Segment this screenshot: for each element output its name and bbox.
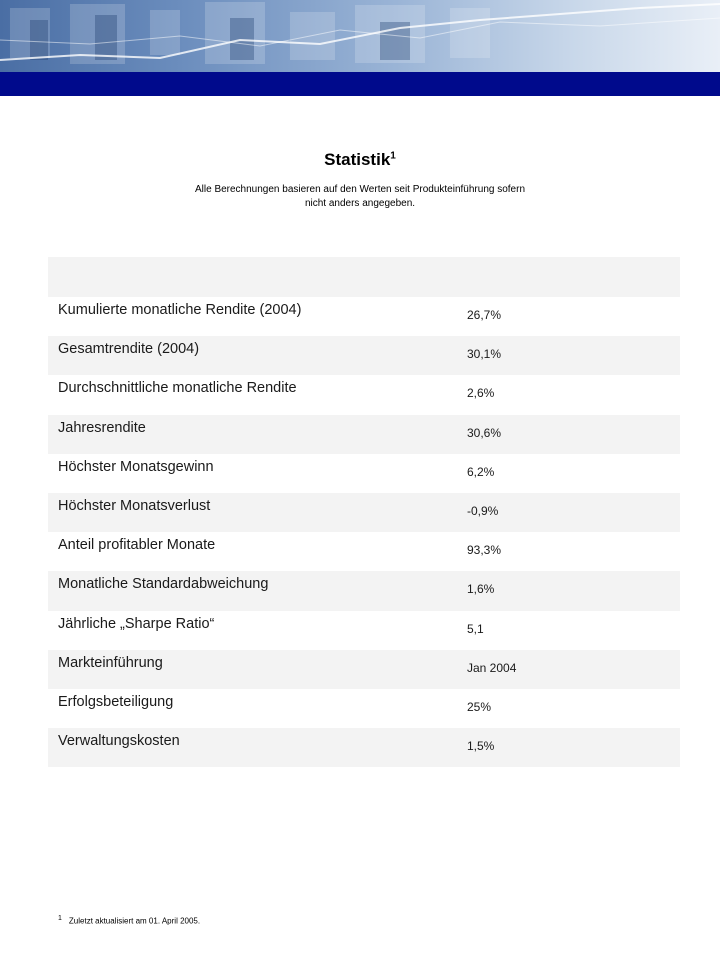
row-value: 30,6% bbox=[467, 425, 502, 440]
footnote-text: Zuletzt aktualisiert am 01. April 2005. bbox=[68, 916, 201, 926]
header-color-bar bbox=[0, 72, 720, 96]
row-value: 1,6% bbox=[467, 582, 495, 597]
row-label: Jahresrendite bbox=[58, 419, 146, 436]
row-label: Anteil profitabler Monate bbox=[58, 537, 216, 554]
row-value: 93,3% bbox=[467, 543, 502, 558]
row-label: Kumulierte monatliche Rendite (2004) bbox=[58, 302, 302, 318]
statistics-table bbox=[48, 257, 680, 767]
table-header-row bbox=[48, 257, 680, 297]
row-label: Gesamtrendite (2004) bbox=[58, 341, 200, 358]
row-value: 26,7% bbox=[467, 308, 502, 322]
row-label: Monatliche Standardabweichung bbox=[58, 576, 269, 593]
header-banner-image bbox=[0, 0, 720, 72]
table-row bbox=[48, 532, 680, 571]
row-label: Jährliche „Sharpe Ratio“ bbox=[58, 615, 215, 632]
table-row bbox=[48, 493, 680, 532]
table-row bbox=[48, 375, 680, 414]
row-label: Erfolgsbeteiligung bbox=[58, 693, 174, 710]
subtitle-line-2: nicht anders angegeben. bbox=[304, 198, 416, 209]
page-subtitle bbox=[160, 183, 560, 211]
row-label: Höchster Monatsgewinn bbox=[58, 458, 214, 475]
table-row bbox=[48, 571, 680, 610]
table-row bbox=[48, 650, 680, 689]
row-label: Markteinführung bbox=[58, 654, 163, 671]
page-title-text: Statistik bbox=[324, 150, 391, 169]
table-row bbox=[48, 611, 680, 650]
table-row bbox=[48, 336, 680, 375]
row-value: -0,9% bbox=[467, 503, 499, 518]
row-value: 1,5% bbox=[467, 739, 495, 754]
row-label: Höchster Monatsverlust bbox=[58, 497, 211, 514]
page-title bbox=[0, 150, 720, 170]
row-value: 6,2% bbox=[467, 464, 495, 479]
row-value: 5,1 bbox=[467, 621, 484, 636]
row-value: 2,6% bbox=[467, 386, 495, 401]
title-footnote-mark: 1 bbox=[390, 150, 396, 162]
subtitle-line-1: Alle Berechnungen basieren auf den Werten seit Produkteinführung sofern bbox=[194, 184, 526, 195]
table-row bbox=[48, 728, 680, 767]
row-label: Verwaltungskosten bbox=[58, 733, 180, 750]
table-row bbox=[48, 415, 680, 454]
row-value: Jan 2004 bbox=[467, 660, 517, 675]
finance-chart-decoration bbox=[0, 0, 720, 72]
table-row bbox=[48, 297, 680, 336]
row-value: 30,1% bbox=[467, 347, 502, 362]
footnote-mark: 1 bbox=[58, 915, 62, 922]
row-label: Durchschnittliche monatliche Rendite bbox=[58, 380, 297, 397]
table-row bbox=[48, 689, 680, 728]
footnote bbox=[58, 915, 200, 926]
row-value: 25% bbox=[467, 699, 492, 714]
table-row bbox=[48, 454, 680, 493]
